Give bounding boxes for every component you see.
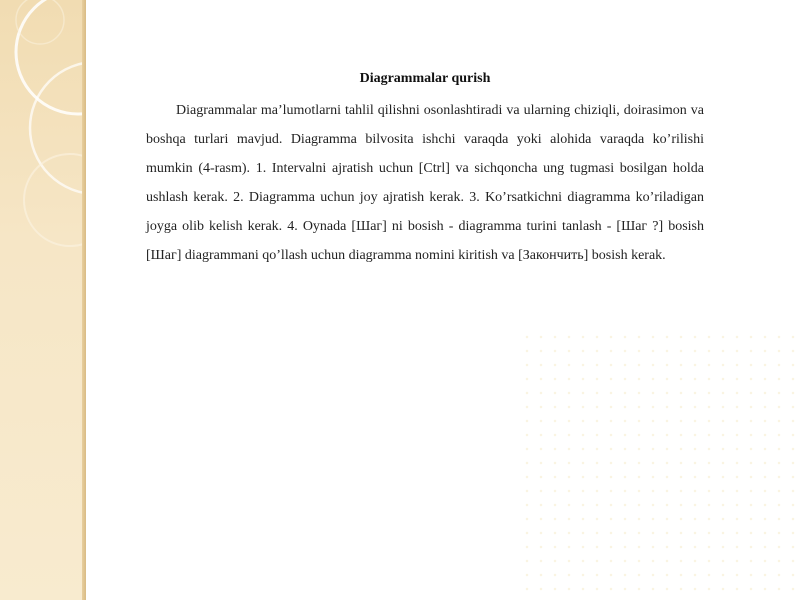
decorative-rings-icon (0, 0, 86, 600)
panel-edge-divider (82, 0, 86, 600)
dotted-background-pattern (520, 330, 800, 600)
page-title: Diagrammalar qurish (359, 71, 491, 86)
body-paragraph: Diagrammalar ma’lumotlarni tahlil qilishni osonlashtiradi va ularning chiziqli, doirasimon va boshqa turlari mavjud. Diagramma bilvosita ishchi varaqda yoki alohida varaqda ko’rilishi mumkin (4-rasm). 1. Intervalni ajratish uchun [Ctrl] va sichqoncha ung tugmasi bosilgan holda ushlash kerak. 2. Diagramma uchun joy ajratish kerak. 3. Ko’rsatkichni diagramma ko’riladigan joyga olib kelish kerak. 4. Oynada [Шаг] ni bosish - diagramma turini tanlash - [Шаг ?] bosish [Шаг] diagrammani qo’llash uchun diagramma nomini kiritish va [Закончить] bosish kerak. (146, 103, 704, 263)
document-body (146, 68, 704, 270)
decorative-side-panel (0, 0, 86, 600)
